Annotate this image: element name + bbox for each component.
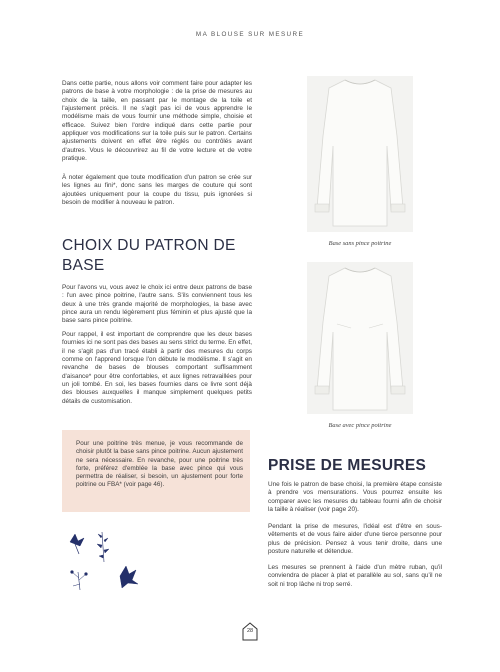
page-number <box>240 620 260 647</box>
tip-callout <box>62 430 250 512</box>
section-heading-prise: PRISE DE MESURES <box>268 457 427 474</box>
intro-paragraph-2: À noter également que toute modification d'un patron se crée sur les lignes au fini*, donc sans les marges de couture qui sont ajoutées uniquement pour la coupe du tissu, puis ignorées si besoin de modifier à nouveau le patron. <box>62 174 252 207</box>
prise-paragraph-1: Une fois le patron de base choisi, la première étape consiste à prendre vos mensurations. Vous pourrez ensuite les comparer avec les mesures du tableau fourni afin de choisir la taille à réaliser (voir page 20). <box>268 481 442 514</box>
tip-text: Pour une poitrine très menue, je vous recommande de choisir plutôt la base sans pince poitrine. Aucun ajustement ne sera nécessaire. En revanche, pour une poitrine très forte, préférez d'emblée la base avec pince qui vous permettra de réaliser, si besoin, un ajustement pour forte poitrine ou FBA* (voir page 46). <box>76 440 243 489</box>
blouse-illustration-1 <box>307 76 413 232</box>
intro-paragraph-1: Dans cette partie, nous allons voir comment faire pour adapter les patrons de base à votre morphologie : de la prise de mesures au choix de la taille, en passant par le montage de la toile et l'ajustement précis. Il ne s'agit pas ici de vous apprendre le modélisme mais de vous fournir une méthode simple, choisie et efficace. Suivez bien l'ordre indiqué dans cette partie pour appliquer vos modifications sur la toile puis sur le patron. Certains ajustements doivent en effet être réglés ou contrôlés avant d'autres. Vous le découvrirez au fil de votre lecture et de votre pratique. <box>62 80 252 163</box>
section-heading-choix: CHOIX DU PATRON DE BASE <box>62 237 236 274</box>
caption-sans-pince: Base sans pince poitrine <box>328 240 392 247</box>
flower-illustration-icon <box>58 528 148 598</box>
choix-paragraph-1: Pour l'avons vu, vous avez le choix ici entre deux patrons de base : l'un avec pince poitrine, l'autre sans. S'ils conviennent tous les deux à une très grande majorité de morphologies, la base avec pince aura un rendu légèrement plus féminin et plus ajusté que la base sans pince poitrine. <box>62 284 252 325</box>
running-head: MA BLOUSE SUR MESURE <box>195 31 305 38</box>
choix-paragraph-2: Pour rappel, il est important de comprendre que les deux bases fournies ici ne sont pas des bases au sens strict du terme. En effet, il ne s'agit pas d'un tracé établi à partir des mesures du corps comme on l'apprend lorsque l'on débute le modélisme. Il s'agit en revanche de bases de blouses comportant suffisamment d'aisance* pour être confortables, et aux lignes retravaillées pour un joli tombé. En soi, les bases fournies dans ce livre sont déjà des blouses auxquelles il manque simplement quelques petits détails de customisation. <box>62 331 252 405</box>
flower-drawing <box>58 528 148 598</box>
prise-paragraph-3: Les mesures se prennent à l'aide d'un mètre ruban, qu'il conviendra de placer à plat et parallèle au sol, sans qu'il ne soit ni trop lâche ni trop serré. <box>268 564 442 588</box>
photo-blouse-avec-pince <box>307 262 413 414</box>
caption-avec-pince: Base avec pince poitrine <box>328 422 392 429</box>
photo-blouse-sans-pince <box>307 76 413 232</box>
blouse-illustration-2 <box>307 262 413 414</box>
prise-paragraph-2: Pendant la prise de mesures, l'idéal est d'être en sous-vêtements et de vous faire aider d'une tierce personne pour plus de précision. Pensez à vous tenir droite, dans une posture naturelle et détendue. <box>268 523 442 556</box>
page-number-text: 28 <box>246 628 254 634</box>
